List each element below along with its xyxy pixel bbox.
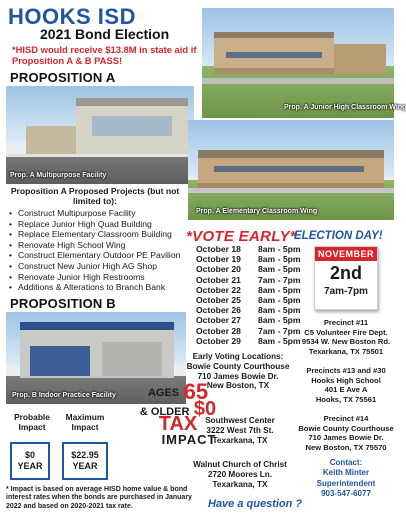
project-item: • Additions & Alterations to Branch Bank <box>6 282 196 293</box>
project-item: • Construct Multipurpose Facility <box>6 208 196 219</box>
date-row: October 22 8am - 5pm <box>196 284 301 295</box>
prop-a-heading: PROPOSITION A <box>10 70 116 85</box>
precinct-13-30 <box>292 366 400 404</box>
contact-label: Contact: <box>329 458 363 467</box>
precinct-place: Hooks High School <box>311 375 381 385</box>
elementary-caption: Prop. A Elementary Classroom Wing <box>196 208 318 215</box>
flyer-title: HOOKS ISD <box>8 4 136 29</box>
precinct-city: Texarkana, TX 75501 <box>308 346 384 356</box>
election-calendar <box>314 246 378 310</box>
precinct-11 <box>292 318 400 356</box>
ages-number: 65 <box>183 379 209 404</box>
junior-high-caption: Prop. A Junior High Classroom Wing <box>284 104 406 111</box>
precinct-city: Hooks, TX 75561 <box>315 394 377 404</box>
date-row: October 27 8am - 5pm <box>196 315 301 326</box>
location-name: Southwest Center <box>205 416 275 425</box>
precinct-number: Precinct #14 <box>323 414 369 423</box>
project-item: • Construct New Junior High AG Shop <box>6 261 196 272</box>
calendar-day: 2nd <box>329 263 362 283</box>
precinct-address: 401 E Ave A <box>324 385 368 395</box>
date-row: October 29 8am - 5pm <box>196 335 301 346</box>
tax-impact-label: IMPACT <box>161 432 217 447</box>
maximum-impact-unit: YEAR <box>72 461 98 471</box>
precinct-number: Precincts #13 and #30 <box>306 366 386 375</box>
walnut-church-location <box>190 460 290 489</box>
contact-title: Superintendent <box>316 478 376 488</box>
and-older-label: & OLDER <box>139 406 190 418</box>
date-row: October 21 7am - 7pm <box>196 274 301 285</box>
precinct-place: Bowie County Courthouse <box>298 423 394 433</box>
project-item: • Replace Junior High Quad Building <box>6 219 196 230</box>
project-item: • Construct Elementary Outdoor PE Pavilion <box>6 250 196 261</box>
precinct-city: New Boston, TX 75570 <box>305 442 387 452</box>
impact-footnote: * Impact is based on average HISD home value & bond interest rates when the bonds are purchased in January 2022 and based on 2020-2021 tax rate. <box>6 486 192 510</box>
contact-name: Keith Minter <box>322 468 370 478</box>
probable-impact-value: $0 <box>24 450 35 460</box>
prop-b-heading: PROPOSITION B <box>10 296 116 311</box>
precinct-number: Precinct #11 <box>323 318 369 327</box>
project-item: • Renovate Junior High Restrooms <box>6 272 196 283</box>
project-item: • Renovate High School Wing <box>6 240 196 251</box>
date-row: October 18 8am - 5pm <box>196 244 301 254</box>
project-item: • Replace Elementary Classroom Building <box>6 229 196 240</box>
location-address: 710 James Bowie Dr. <box>197 371 279 381</box>
date-row: October 28 7am - 7pm <box>196 325 301 336</box>
southwest-center-location <box>194 416 286 445</box>
ages-label: AGES <box>147 387 180 399</box>
elementary-render <box>188 120 394 220</box>
maximum-impact-value: $22.95 <box>71 450 99 460</box>
practice-facility-caption: Prop. B Indoor Practice Facility <box>12 392 116 399</box>
flyer-subtitle: 2021 Bond Election <box>40 26 170 42</box>
location-city: New Boston, TX <box>206 381 270 391</box>
location-address: 2720 Moores Ln. <box>207 469 273 479</box>
question-prompt: Have a question ? <box>208 498 303 510</box>
projects-list <box>6 208 196 293</box>
precinct-address: 9534 W. New Boston Rd. <box>301 337 391 347</box>
probable-impact-unit: YEAR <box>17 461 43 471</box>
junior-high-render <box>202 8 406 118</box>
locations-heading: Early Voting Locations: <box>192 352 284 361</box>
election-day-title: ELECTION DAY! <box>294 230 383 242</box>
projects-heading: Proposition A Proposed Projects (but not limited to): <box>10 186 180 206</box>
maximum-impact-box <box>62 442 108 480</box>
contact-phone[interactable]: 903-547-6077 <box>321 489 371 499</box>
precinct-place: C5 Volunteer Fire Dept. <box>304 327 388 337</box>
location-address: 3222 West 7th St. <box>206 425 274 435</box>
date-row: October 26 8am - 5pm <box>196 305 301 316</box>
location-city: Texarkana, TX <box>212 435 268 445</box>
location-name: Bowie County Courthouse <box>186 361 290 371</box>
date-row: October 20 8am - 5pm <box>196 264 301 275</box>
date-row: October 19 8am - 5pm <box>196 254 301 265</box>
location-city: Texarkana, TX <box>212 479 268 489</box>
contact-block <box>292 458 400 500</box>
date-row: October 25 8am - 5pm <box>196 295 301 306</box>
early-voting-locations <box>182 352 294 391</box>
probable-impact-box <box>10 442 50 480</box>
multipurpose-render <box>6 86 194 184</box>
zero-tax-label: $0 TAX <box>158 398 217 435</box>
multipurpose-caption: Prop. A Multipurpose Facility <box>10 172 107 179</box>
precinct-14 <box>292 414 400 452</box>
probable-impact-label: Probable Impact <box>14 412 50 432</box>
precinct-address: 710 James Bowie Dr. <box>308 433 384 443</box>
maximum-impact-label: Maximum Impact <box>65 412 105 432</box>
vote-early-title: *VOTE EARLY* <box>186 228 297 245</box>
state-aid-note: *HISD would receive $13.8M in state aid if Proposition A & B PASS! <box>12 44 197 66</box>
early-voting-dates <box>196 244 301 346</box>
location-name: Walnut Church of Christ <box>193 460 287 469</box>
calendar-month: NOVEMBER <box>315 247 377 261</box>
calendar-time: 7am-7pm <box>324 286 368 297</box>
